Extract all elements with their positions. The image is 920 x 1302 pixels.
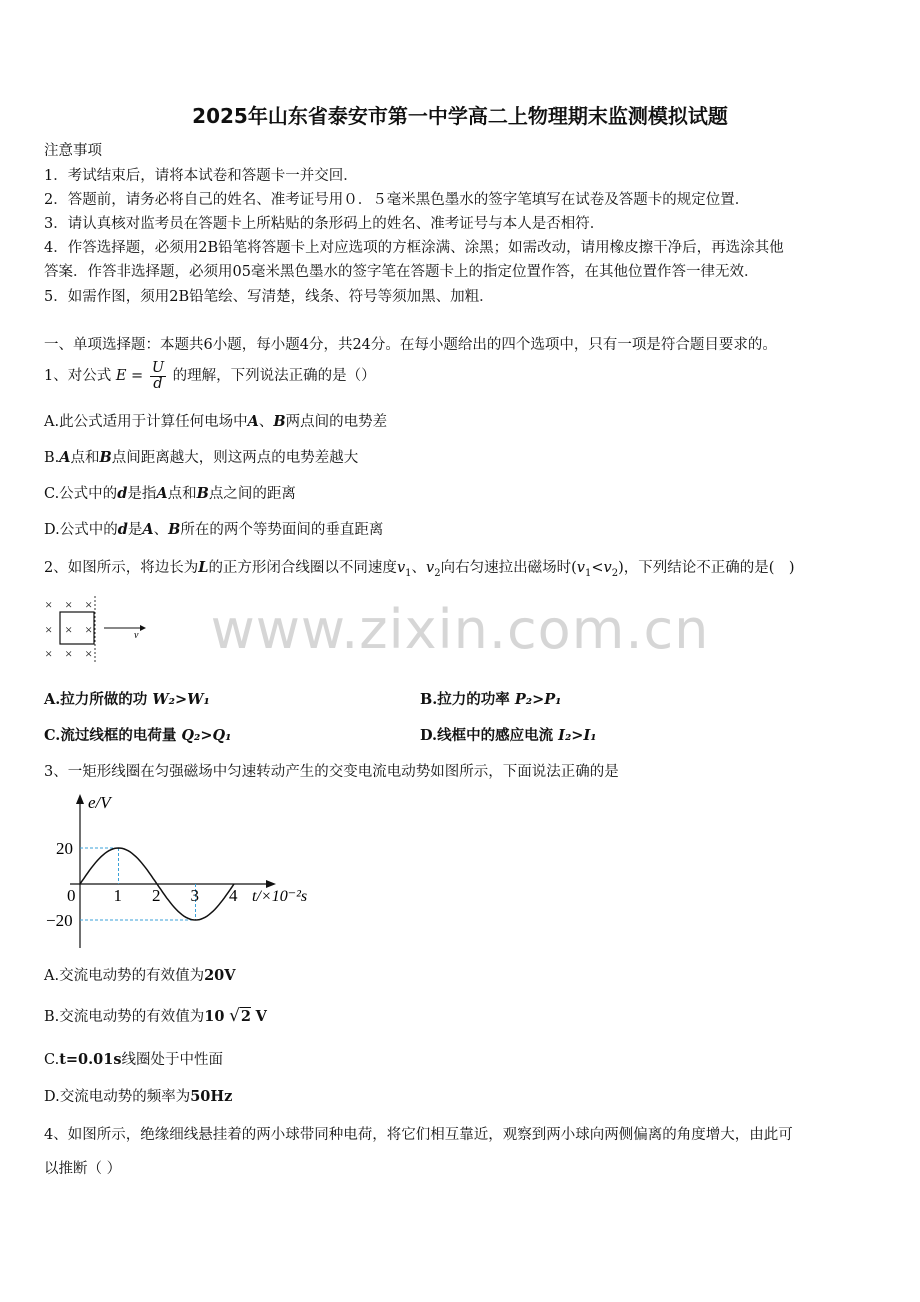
q4-stem-line1: 4、如图所示，绝缘细线悬挂着的两小球带同种电荷，将它们相互靠近，观察到两小球向两侧偏离的角度增大，由此可 xyxy=(44,1127,793,1143)
section-heading: 一、单项选择题：本题共6小题，每小题4分，共24分。在每小题给出的四个选项中，只有一项是符合题目要求的。 xyxy=(44,337,777,353)
x-tick-label: 1 xyxy=(113,886,122,905)
q1-stem xyxy=(44,358,376,394)
q1-option-a: A.此公式适用于计算任何电场中A、B两点间的电势差 xyxy=(44,413,388,430)
watermark: www.zixin.com.cn xyxy=(210,598,710,661)
q3-option-b: B.交流电动势的有效值为10 √2 V xyxy=(44,1006,267,1026)
formula-denominator: d xyxy=(153,375,163,392)
cross-mark: × xyxy=(85,646,93,661)
cross-mark: × xyxy=(65,622,73,637)
x-axis-arrow xyxy=(266,880,276,888)
note-item: 2．答题前，请务必将自己的姓名、准考证号用０．５毫米黑色墨水的签字笔填写在试卷及答题卡的规定位置． xyxy=(44,192,750,208)
cross-mark: × xyxy=(45,646,53,661)
cross-mark: × xyxy=(85,597,93,612)
cross-mark: × xyxy=(85,622,93,637)
note-item: 5．如需作图，须用2B铅笔绘、写清楚，线条、符号等须加黑、加粗． xyxy=(44,289,494,305)
q1-stem-pre: 1、对公式 xyxy=(44,368,112,384)
q2-option-d: D.线框中的感应电流 I₂>I₁ xyxy=(420,727,597,744)
note-item: 3．请认真核对监考员在答题卡上所粘贴的条形码上的姓名、准考证号与本人是否相符． xyxy=(44,216,605,232)
y-tick-label: 20 xyxy=(56,839,73,858)
formula-numerator: U xyxy=(151,359,165,376)
q4-stem-line2: 以推断（ ） xyxy=(44,1161,122,1177)
y-axis-label: e/V xyxy=(88,793,111,812)
note-item: 答案．作答非选择题，必须用05毫米黑色墨水的签字笔在答题卡上的指定位置作答，在其他位置作答一律无效． xyxy=(44,264,759,280)
q1-option-d: D.公式中的d是A、B所在的两个等势面间的垂直距离 xyxy=(44,521,384,538)
notes-heading: 注意事项 xyxy=(44,143,102,159)
q3-stem: 3、一矩形线圈在匀强磁场中匀速转动产生的交变电流电动势如图所示，下面说法正确的是 xyxy=(44,764,619,780)
formula-eq: = xyxy=(131,368,144,384)
cross-mark: × xyxy=(65,597,73,612)
formula-lhs: E xyxy=(115,368,127,384)
q3-option-c: C.t=0.01s线圈处于中性面 xyxy=(44,1051,224,1068)
q1-option-c: C.公式中的d是指A点和B点之间的距离 xyxy=(44,485,296,502)
q2-option-b: B.拉力的功率 P₂>P₁ xyxy=(420,691,562,708)
cross-mark: × xyxy=(45,622,53,637)
q2-option-c: C.流过线框的电荷量 Q₂>Q₁ xyxy=(44,727,232,744)
x-axis-label: t/×10⁻²s xyxy=(252,888,308,905)
formula-fraction xyxy=(150,361,166,392)
q2-option-a: A.拉力所做的功 W₂>W₁ xyxy=(44,691,210,708)
x-tick-label: 0 xyxy=(67,886,76,905)
cross-mark: × xyxy=(65,646,73,661)
y-axis-arrow xyxy=(76,794,84,804)
q2-stem: 2、如图所示，将边长为L的正方形闭合线圈以不同速度$v_1$、$v_2$向右匀速拉出磁场时$(v_1<v_2)$，下列结论不正确的是( ) xyxy=(44,559,795,579)
velocity-label: v xyxy=(134,630,139,641)
q3-option-d: D.交流电动势的频率为50Hz xyxy=(44,1088,233,1105)
cross-mark: × xyxy=(45,597,53,612)
q1-stem-post: 的理解，下列说法正确的是（） xyxy=(172,368,376,384)
q1-option-b: B.A点和B点间距离越大，则这两点的电势差越大 xyxy=(44,449,359,466)
emf-chart xyxy=(40,788,330,958)
x-tick-label: 2 xyxy=(152,886,161,905)
y-tick-label: −20 xyxy=(46,911,73,930)
page-title: 2025年山东省泰安市第一中学高二上物理期末监测模拟试题 xyxy=(192,104,728,128)
q3-option-a: A.交流电动势的有效值为20V xyxy=(44,967,236,984)
x-tick-label: 4 xyxy=(229,886,238,905)
x-tick-label: 3 xyxy=(190,886,199,905)
note-item: 4．作答选择题，必须用2B铅笔将答题卡上对应选项的方框涂满、涂黑；如需改动，请用橡皮擦干净后，再选涂其他 xyxy=(44,240,784,256)
note-item: 1．考试结束后，请将本试卷和答题卡一并交回． xyxy=(44,168,358,184)
